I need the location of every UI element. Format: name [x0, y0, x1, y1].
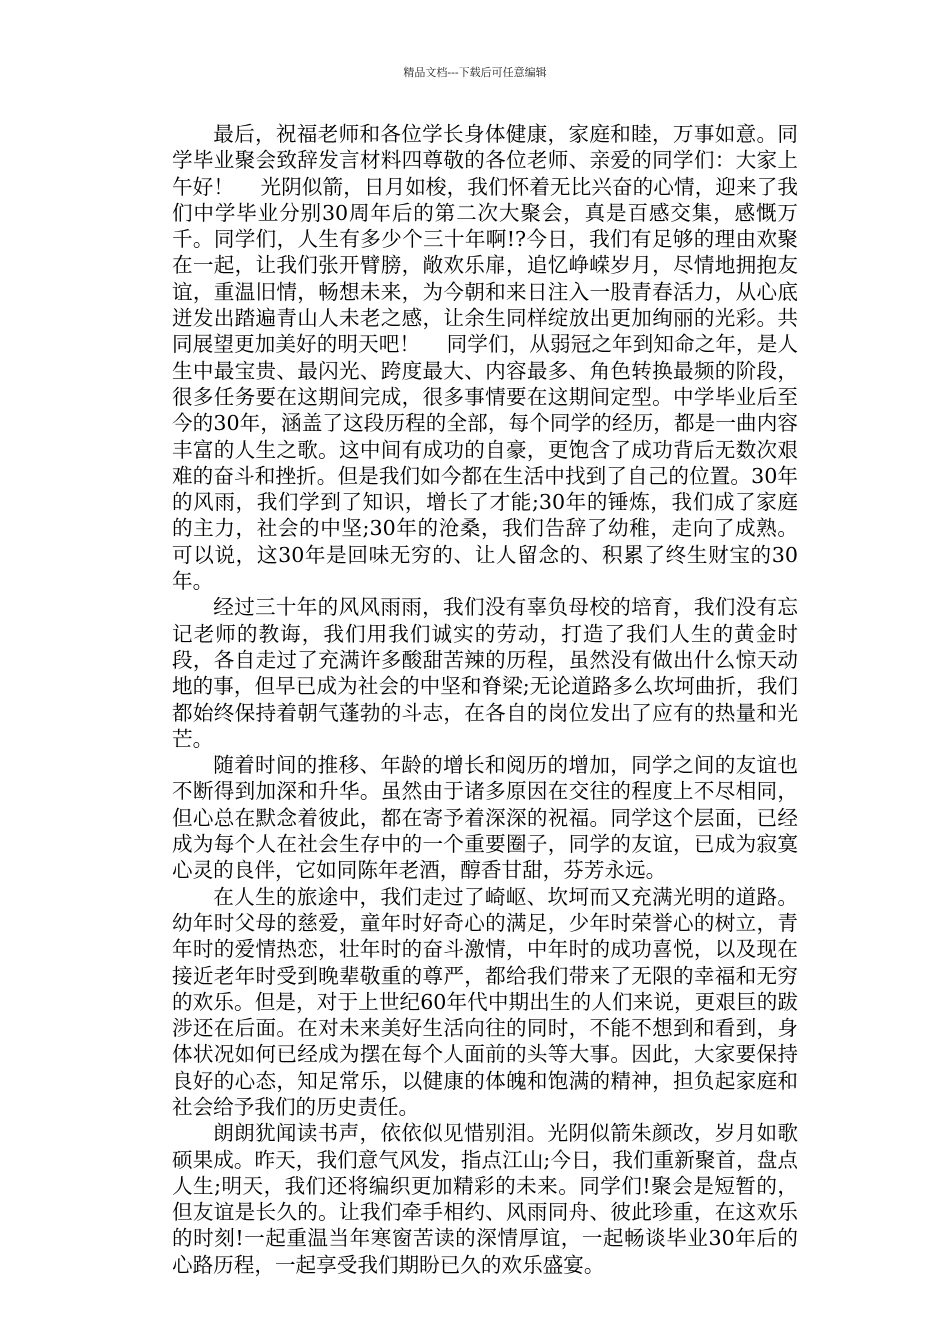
paragraph-1: 最后，祝福老师和各位学长身体健康，家庭和睦，万事如意。同学毕业聚会致辞发言材料四尊敬的各位老师、亲爱的同学们：大家上午好！ 光阴似箭，日月如梭，我们怀着无比兴奋的心情，迎来了我们中学毕业分别30周年后的第二次大聚会，真是百感交集，感慨万千。同学们，人生有多少个三十年啊!?今日，我们有足够的理由欢聚在一起，让我们张开臂膀，敞欢乐扉，追忆峥嵘岁月，尽情地拥抱友谊，重温旧情，畅想未来，为今朝和来日注入一股青春活力，从心底迸发出踏遍青山人未老之感，让余生同样绽放出更加绚丽的光彩。共同展望更加美好的明天吧！ 同学们，从弱冠之年到知命之年，是人生中最宝贵、最闪光、跨度最大、内容最多、角色转换最频的阶段，很多任务要在这期间完成，很多事情要在这期间定型。中学毕业后至今的30年，涵盖了这段历程的全部，每个同学的经历，都是一曲内容丰富的人生之歌。这中间有成功的自豪，更饱含了成功背后无数次艰难的奋斗和挫折。但是我们如今都在生活中找到了自己的位置。30年的风雨，我们学到了知识，增长了才能;30年的锤炼，我们成了家庭的主力，社会的中坚;30年的沧桑，我们告辞了幼稚，走向了成熟。可以说，这30年是回味无穷的、让人留念的、积累了终生财宝的30年。: [172, 122, 798, 594]
document-body: [172, 121, 798, 1278]
paragraph-3: 随着时间的推移、年龄的增长和阅历的增加，同学之间的友谊也不断得到加深和升华。虽然由于诸多原因在交往的程度上不尽相同，但心总在默念着彼此，都在寄予着深深的祝福。同学这个层面，已经成为每个人在社会生存中的一个重要圈子，同学的友谊，已成为寂寞心灵的良伴，它如同陈年老酒，醇香甘甜，芬芳永远。: [172, 753, 798, 883]
page-header: 精品文档---下载后可任意编辑: [403, 66, 547, 79]
paragraph-5: 朗朗犹闻读书声，依依似见惜别泪。光阴似箭朱颜改，岁月如歌硕果成。昨天，我们意气风发，指点江山;今日，我们重新聚首，盘点人生;明天，我们还将编织更加精彩的未来。同学们!聚会是短暂的，但友谊是长久的。让我们牵手相约、风雨同舟、彼此珍重，在这欢乐的时刻!一起重温当年寒窗苦读的深情厚谊，一起畅谈毕业30年后的心路历程，一起享受我们期盼已久的欢乐盛宴。: [172, 1121, 798, 1277]
paragraph-4: 在人生的旅途中，我们走过了崎岖、坎坷而又充满光明的道路。幼年时父母的慈爱，童年时好奇心的满足，少年时荣誉心的树立，青年时的爱情热恋，壮年时的奋斗激情，中年时的成功喜悦，以及现在接近老年时受到晚辈敬重的尊严，都给我们带来了无限的幸福和无穷的欢乐。但是，对于上世纪60年代中期出生的人们来说，更艰巨的跋涉还在后面。在对未来美好生活向往的同时，不能不想到和看到，身体状况如何已经成为摆在每个人面前的头等大事。因此，大家要保持良好的心态，知足常乐，以健康的体魄和饱满的精神，担负起家庭和社会给予我们的历史责任。: [172, 884, 798, 1119]
paragraph-2: 经过三十年的风风雨雨，我们没有辜负母校的培育，我们没有忘记老师的教诲，我们用我们诚实的劳动，打造了我们人生的黄金时段，各自走过了充满许多酸甜苦辣的历程，虽然没有做出什么惊天动地的事，但早已成为社会的中坚和脊梁;无论道路多么坎坷曲折，我们都始终保持着朝气蓬勃的斗志，在各自的岗位发出了应有的热量和光芒。: [172, 595, 798, 751]
